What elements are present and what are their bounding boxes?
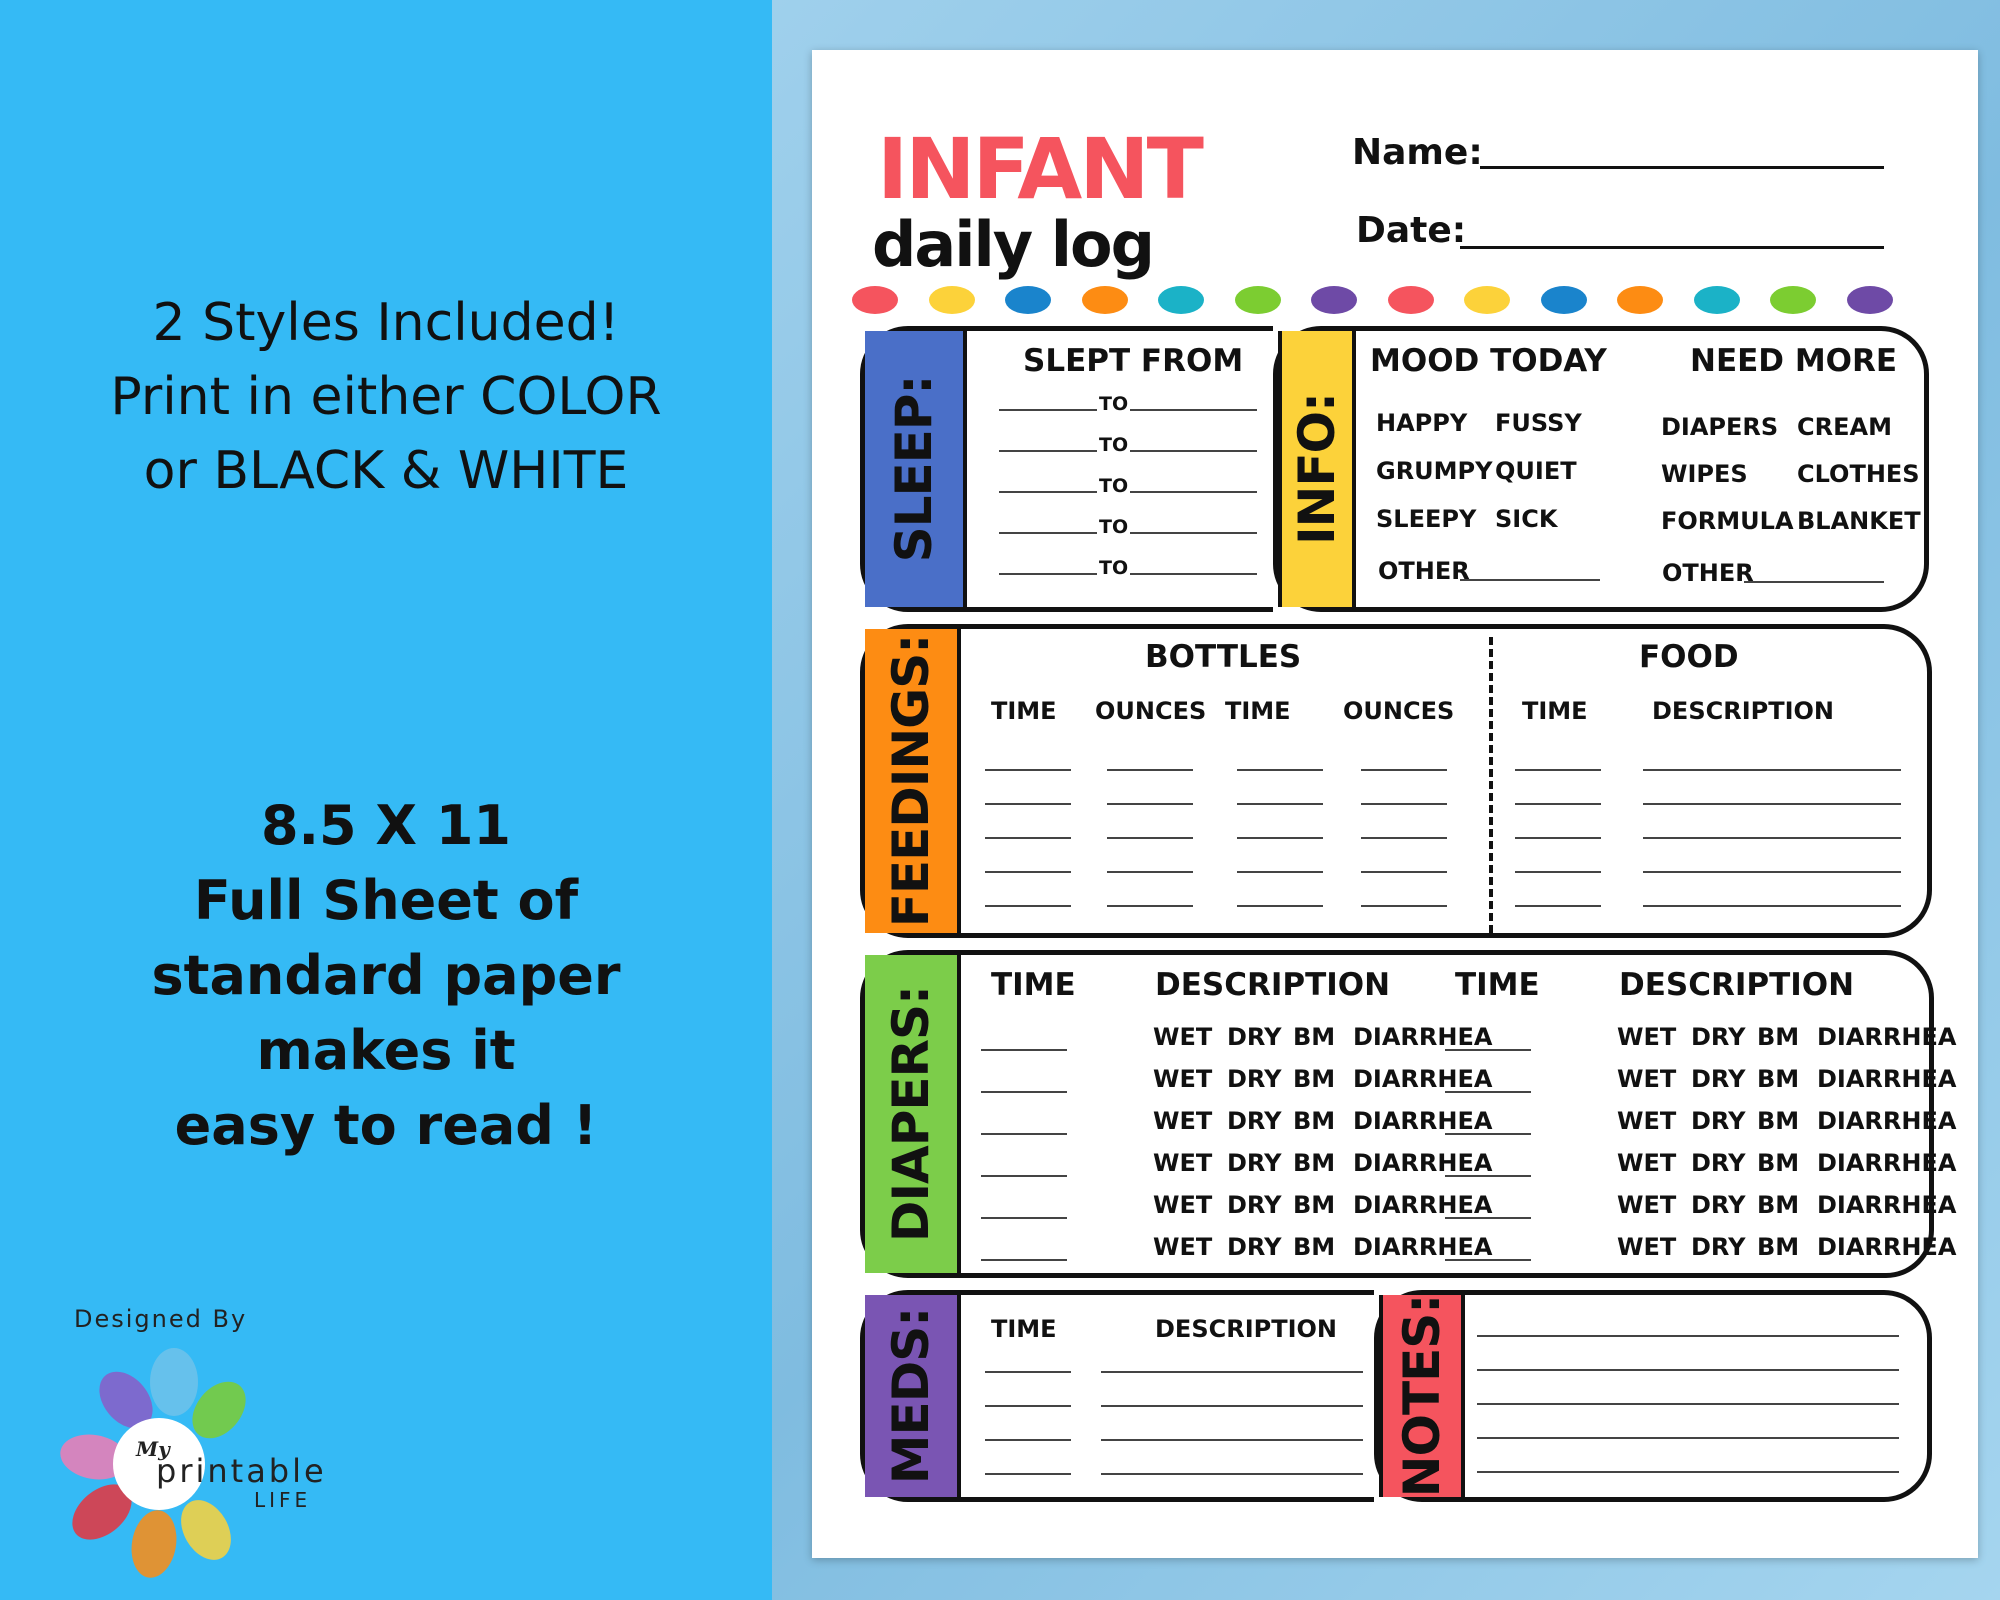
feeding-line[interactable] — [1515, 803, 1601, 805]
bottles-heading: BOTTLES — [1145, 639, 1302, 675]
diaper-time-line[interactable] — [981, 1133, 1067, 1135]
meds-description-header: DESCRIPTION — [1155, 1315, 1338, 1343]
diaper-col-header: DESCRIPTION — [1619, 967, 1855, 1003]
info-label: INFO: — [1288, 392, 1346, 546]
diaper-option[interactable]: WET — [1153, 1065, 1213, 1093]
title-infant: INFANT — [877, 120, 1201, 218]
diaper-col-header: TIME — [991, 967, 1076, 1003]
sleep-label: SLEEP: — [885, 375, 943, 563]
color-dot — [1235, 286, 1281, 314]
need-option[interactable]: BLANKET — [1797, 507, 1921, 535]
log-sheet — [812, 50, 1978, 1558]
meds-time-header: TIME — [991, 1315, 1057, 1343]
diaper-option[interactable]: DRY — [1227, 1065, 1282, 1093]
size-line-2: Full Sheet of — [193, 869, 579, 932]
feeding-line[interactable] — [1361, 803, 1447, 805]
mood-option[interactable]: FUSSY — [1495, 409, 1582, 437]
diaper-option[interactable]: BM — [1293, 1191, 1336, 1219]
sleep-to-label: TO — [1099, 516, 1129, 538]
meds-label: MEDS: — [882, 1307, 940, 1485]
diaper-option[interactable]: BM — [1293, 1107, 1336, 1135]
feeding-line[interactable] — [1643, 871, 1901, 873]
diaper-option[interactable]: WET — [1153, 1107, 1213, 1135]
feeding-line[interactable] — [1643, 769, 1901, 771]
feeding-line[interactable] — [1515, 905, 1601, 907]
feeding-line[interactable] — [1107, 803, 1193, 805]
feeding-line[interactable] — [1237, 803, 1323, 805]
size-text — [0, 788, 772, 1163]
notes-line[interactable] — [1477, 1335, 1899, 1337]
mood-option[interactable]: GRUMPY — [1376, 457, 1493, 485]
feeding-line[interactable] — [1237, 905, 1323, 907]
need-option[interactable]: FORMULA — [1661, 507, 1794, 535]
size-line-3: standard paper — [151, 944, 621, 1007]
mood-option[interactable]: SICK — [1495, 505, 1558, 533]
color-dot — [1311, 286, 1357, 314]
diaper-time-line[interactable] — [981, 1259, 1067, 1261]
diaper-option[interactable]: WET — [1617, 1149, 1677, 1177]
food-col-header: DESCRIPTION — [1652, 697, 1835, 725]
diaper-option[interactable]: DRY — [1227, 1191, 1282, 1219]
sleep-to-label: TO — [1099, 434, 1129, 456]
size-line-4: makes it — [256, 1019, 516, 1082]
diaper-option[interactable]: BM — [1757, 1107, 1800, 1135]
diaper-option[interactable]: BM — [1293, 1149, 1336, 1177]
size-line-5: easy to read ! — [174, 1094, 598, 1157]
feeding-line[interactable] — [1107, 769, 1193, 771]
need-option[interactable]: WIPES — [1661, 460, 1748, 488]
meds-description-line[interactable] — [1101, 1371, 1363, 1373]
meds-time-line[interactable] — [985, 1371, 1071, 1373]
sleep-to-label: TO — [1099, 393, 1129, 415]
notes-section — [1374, 1290, 1932, 1502]
diaper-time-line[interactable] — [981, 1175, 1067, 1177]
need-heading: NEED MORE — [1690, 343, 1898, 379]
diaper-col-header: TIME — [1455, 967, 1540, 1003]
diaper-option[interactable]: DIARRHEA — [1817, 1065, 1957, 1093]
diaper-option[interactable]: DRY — [1227, 1149, 1282, 1177]
color-dot — [1082, 286, 1128, 314]
color-dot — [1770, 286, 1816, 314]
diapers-section — [860, 950, 1957, 1278]
diaper-option[interactable]: DIARRHEA — [1353, 1149, 1493, 1177]
mood-option[interactable]: QUIET — [1495, 457, 1577, 485]
notes-label: NOTES: — [1393, 1294, 1451, 1498]
feeding-line[interactable] — [1107, 837, 1193, 839]
diaper-time-line[interactable] — [1445, 1133, 1531, 1135]
date-label: Date: — [1356, 210, 1467, 251]
designed-by-label: Designed By — [74, 1305, 248, 1333]
diapers-tab — [865, 955, 961, 1273]
mood-option[interactable]: HAPPY — [1376, 409, 1468, 437]
feeding-line[interactable] — [1237, 837, 1323, 839]
diaper-option[interactable]: WET — [1153, 1191, 1213, 1219]
meds-section — [860, 1290, 1374, 1502]
diaper-option[interactable]: WET — [1617, 1023, 1677, 1051]
feeding-line[interactable] — [985, 837, 1071, 839]
feedings-section — [860, 624, 1932, 938]
color-dot — [852, 286, 898, 314]
bottle-col-header: OUNCES — [1095, 697, 1207, 725]
diaper-time-line[interactable] — [1445, 1091, 1531, 1093]
color-dot — [1158, 286, 1204, 314]
need-option[interactable]: DIAPERS — [1661, 413, 1779, 441]
diaper-option[interactable]: DIARRHEA — [1817, 1149, 1957, 1177]
need-option[interactable]: CLOTHES — [1797, 460, 1920, 488]
diaper-time-line[interactable] — [981, 1091, 1067, 1093]
feeding-line[interactable] — [985, 769, 1071, 771]
promo-panel — [0, 0, 772, 1600]
styles-line-1: 2 Styles Included! — [152, 293, 620, 353]
diaper-time-line[interactable] — [1445, 1259, 1531, 1261]
diaper-time-line[interactable] — [1445, 1049, 1531, 1051]
feeding-line[interactable] — [1361, 905, 1447, 907]
diaper-time-line[interactable] — [1445, 1217, 1531, 1219]
sleep-tab — [865, 331, 967, 607]
meds-time-line[interactable] — [985, 1405, 1071, 1407]
diaper-option[interactable]: DIARRHEA — [1353, 1023, 1493, 1051]
diaper-option[interactable]: DIARRHEA — [1817, 1107, 1957, 1135]
feeding-line[interactable] — [1361, 871, 1447, 873]
meds-description-line[interactable] — [1101, 1405, 1363, 1407]
diaper-option[interactable]: WET — [1153, 1023, 1213, 1051]
diapers-label: DIAPERS: — [882, 985, 940, 1243]
logo-my: My — [136, 1437, 170, 1461]
diaper-option[interactable]: DIARRHEA — [1353, 1107, 1493, 1135]
brand-logo — [34, 1352, 394, 1582]
diaper-option[interactable]: DRY — [1691, 1065, 1746, 1093]
color-dot — [1005, 286, 1051, 314]
notes-line[interactable] — [1477, 1437, 1899, 1439]
feeding-line[interactable] — [1107, 905, 1193, 907]
meds-tab — [865, 1295, 961, 1497]
diaper-time-line[interactable] — [981, 1217, 1067, 1219]
diaper-option[interactable]: DRY — [1691, 1191, 1746, 1219]
diaper-option[interactable]: WET — [1617, 1107, 1677, 1135]
feeding-line[interactable] — [1515, 837, 1601, 839]
feeding-line[interactable] — [1515, 871, 1601, 873]
feeding-line[interactable] — [1643, 905, 1901, 907]
notes-tab — [1379, 1295, 1465, 1497]
title-daily-log: daily log — [872, 208, 1153, 281]
diaper-option[interactable]: DIARRHEA — [1353, 1065, 1493, 1093]
meds-time-line[interactable] — [985, 1439, 1071, 1441]
food-heading: FOOD — [1639, 639, 1739, 675]
diaper-option[interactable]: DIARRHEA — [1817, 1191, 1957, 1219]
feeding-line[interactable] — [1237, 871, 1323, 873]
color-dot — [1388, 286, 1434, 314]
diaper-option[interactable]: DRY — [1227, 1107, 1282, 1135]
need-option[interactable]: CREAM — [1797, 413, 1892, 441]
slept-from-heading: SLEPT FROM — [1023, 343, 1244, 379]
color-dot — [1464, 286, 1510, 314]
diaper-option[interactable]: BM — [1757, 1191, 1800, 1219]
diaper-option[interactable]: WET — [1617, 1233, 1677, 1261]
color-dot — [1694, 286, 1740, 314]
size-line-1: 8.5 X 11 — [260, 794, 512, 857]
date-field[interactable] — [1460, 246, 1884, 249]
diaper-option[interactable]: DRY — [1227, 1233, 1282, 1261]
diaper-option[interactable]: DIARRHEA — [1353, 1233, 1493, 1261]
mood-heading: MOOD TODAY — [1370, 343, 1607, 379]
feedings-divider — [1489, 637, 1493, 933]
diaper-option[interactable]: BM — [1757, 1065, 1800, 1093]
styles-line-2: Print in either COLOR — [110, 367, 662, 427]
diaper-option[interactable]: BM — [1293, 1233, 1336, 1261]
diaper-time-line[interactable] — [1445, 1175, 1531, 1177]
diaper-option[interactable]: BM — [1293, 1065, 1336, 1093]
color-dot — [929, 286, 975, 314]
diaper-option[interactable]: WET — [1153, 1233, 1213, 1261]
sleep-section — [860, 326, 1273, 612]
mood-other-label: OTHER — [1378, 557, 1470, 585]
diaper-option[interactable]: DRY — [1691, 1233, 1746, 1261]
bottle-col-header: OUNCES — [1343, 697, 1455, 725]
diaper-option[interactable]: WET — [1617, 1065, 1677, 1093]
feeding-line[interactable] — [1643, 803, 1901, 805]
diaper-col-header: DESCRIPTION — [1155, 967, 1391, 1003]
mood-other-field[interactable] — [1460, 579, 1600, 581]
diaper-option[interactable]: DRY — [1691, 1107, 1746, 1135]
info-section — [1273, 326, 1929, 612]
meds-description-line[interactable] — [1101, 1473, 1363, 1475]
diaper-option[interactable]: DIARRHEA — [1817, 1233, 1957, 1261]
bottle-col-header: TIME — [1225, 697, 1291, 725]
notes-line[interactable] — [1477, 1471, 1899, 1473]
feeding-line[interactable] — [1107, 871, 1193, 873]
bottle-col-header: TIME — [991, 697, 1057, 725]
diaper-time-line[interactable] — [981, 1049, 1067, 1051]
diaper-option[interactable]: DIARRHEA — [1817, 1023, 1957, 1051]
diaper-option[interactable]: WET — [1153, 1149, 1213, 1177]
name-label: Name: — [1352, 132, 1483, 173]
diaper-option[interactable]: BM — [1757, 1233, 1800, 1261]
diaper-option[interactable]: DRY — [1691, 1149, 1746, 1177]
logo-printable: printable — [156, 1452, 327, 1490]
feedings-label: FEEDINGS: — [882, 634, 940, 928]
meds-description-line[interactable] — [1101, 1439, 1363, 1441]
feeding-line[interactable] — [985, 803, 1071, 805]
styles-text — [0, 286, 772, 508]
color-dot — [1847, 286, 1893, 314]
feeding-line[interactable] — [1515, 769, 1601, 771]
diaper-option[interactable]: BM — [1293, 1023, 1336, 1051]
need-other-label: OTHER — [1662, 559, 1754, 587]
name-field[interactable] — [1480, 166, 1884, 169]
meds-time-line[interactable] — [985, 1473, 1071, 1475]
info-tab — [1278, 331, 1356, 607]
feedings-tab — [865, 629, 961, 933]
feeding-line[interactable] — [1643, 837, 1901, 839]
color-dot — [1617, 286, 1663, 314]
diaper-option[interactable]: BM — [1757, 1149, 1800, 1177]
sleep-to-label: TO — [1099, 557, 1129, 579]
feeding-line[interactable] — [1237, 769, 1323, 771]
food-col-header: TIME — [1522, 697, 1588, 725]
diaper-option[interactable]: BM — [1757, 1023, 1800, 1051]
need-other-field[interactable] — [1744, 581, 1884, 583]
diaper-option[interactable]: DRY — [1691, 1023, 1746, 1051]
feeding-line[interactable] — [985, 871, 1071, 873]
notes-line[interactable] — [1477, 1369, 1899, 1371]
sleep-to-label: TO — [1099, 475, 1129, 497]
mood-option[interactable]: SLEEPY — [1376, 505, 1477, 533]
diaper-option[interactable]: DRY — [1227, 1023, 1282, 1051]
feeding-line[interactable] — [1361, 769, 1447, 771]
color-dot — [1541, 286, 1587, 314]
feeding-line[interactable] — [985, 905, 1071, 907]
notes-line[interactable] — [1477, 1403, 1899, 1405]
styles-line-3: or BLACK & WHITE — [143, 441, 629, 501]
diaper-option[interactable]: WET — [1617, 1191, 1677, 1219]
logo-life: LIFE — [254, 1488, 312, 1512]
feeding-line[interactable] — [1361, 837, 1447, 839]
diaper-option[interactable]: DIARRHEA — [1353, 1191, 1493, 1219]
